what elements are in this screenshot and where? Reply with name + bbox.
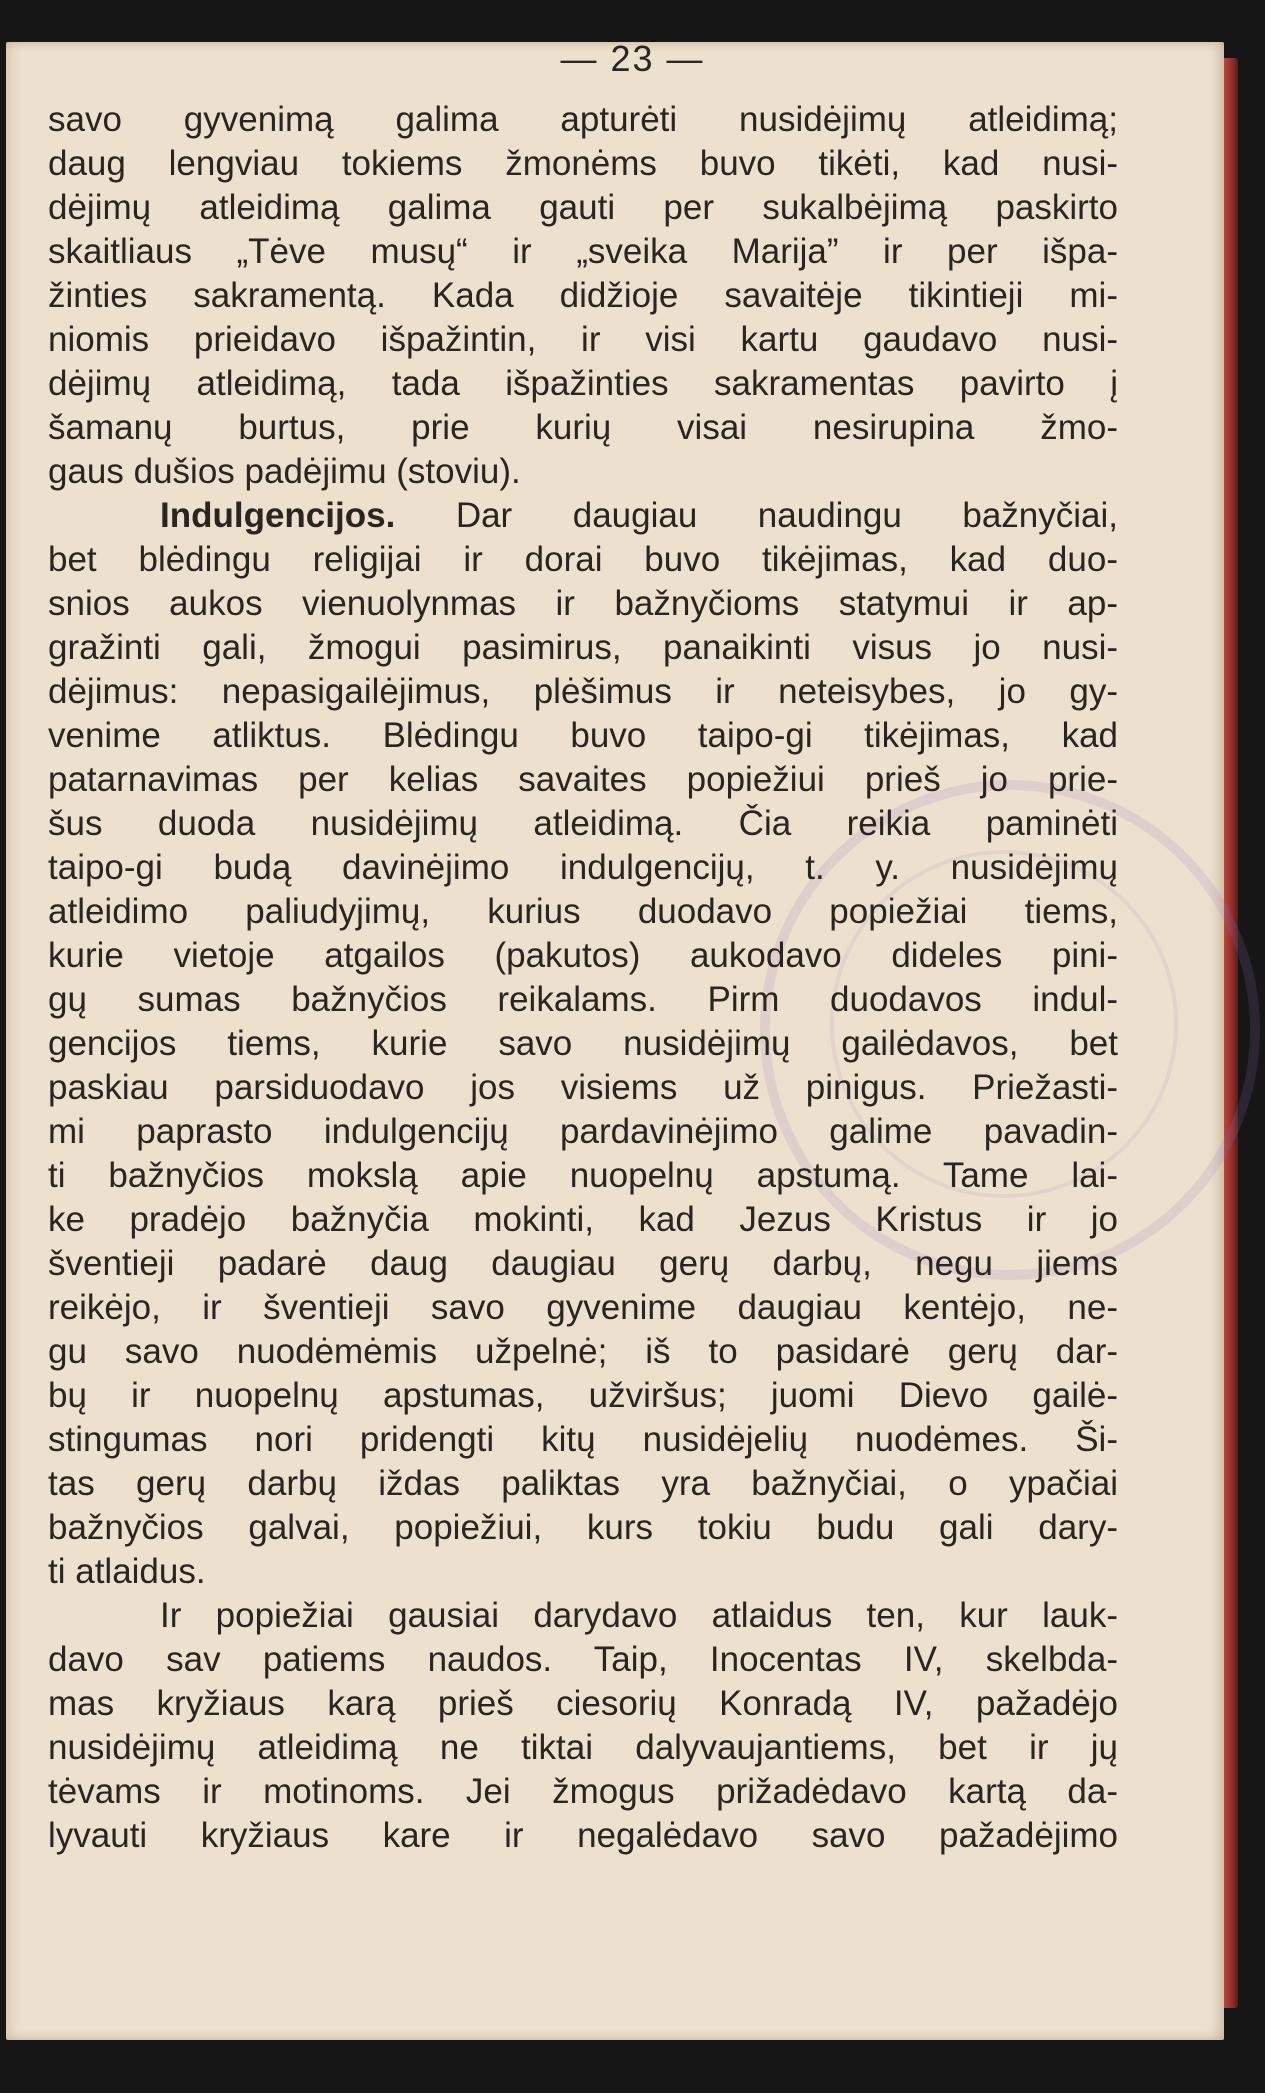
text-line-21: gų sumas bažnyčios reikalams. Pirm duodavos indul- <box>48 980 1118 1019</box>
text-line-40: lyvauti kryžiaus kare ir negalėdavo savo pažadėjimo <box>48 1816 1118 1855</box>
text-line-4: skaitliaus „Tėve musų“ ir „sveika Marija” ir per išpa- <box>48 232 1118 271</box>
section-heading: Indulgencijos. <box>160 496 396 535</box>
text-line-11: bet blėdingu religijai ir dorai buvo tikėjimas, kad duo- <box>48 540 1118 579</box>
text-line-8: šamanų burtus, prie kurių visai nesirupina žmo- <box>48 408 1118 447</box>
text-line-36: davo sav patiems naudos. Taip, Inocentas IV, skelbda- <box>48 1640 1118 1679</box>
text-line-32: tas gerų darbų iždas paliktas yra bažnyčiai, o ypačiai <box>48 1464 1118 1503</box>
page-number: — 23 — <box>560 38 705 72</box>
text-line-7: dėjimų atleidimą, tada išpažinties sakramentas pavirto į <box>48 364 1118 403</box>
text-line-9: gaus dušios padėjimu (stoviu). <box>48 452 521 491</box>
text-line-31: stingumas nori pridengti kitų nusidėjelių nuodėmes. Ši- <box>48 1420 1118 1459</box>
text-line-25: ti bažnyčios mokslą apie nuopelnų apstumą. Tame lai- <box>48 1156 1118 1195</box>
text-line-24: mi paprasto indulgencijų pardavinėjimo galime pavadin- <box>48 1112 1118 1151</box>
text-line-17: šus duoda nusidėjimų atleidimą. Čia reikia paminėti <box>48 804 1118 843</box>
text-line-16: patarnavimas per kelias savaites popiežiui prieš jo prie- <box>48 760 1118 799</box>
text-line-12: snios aukos vienuolynmas ir bažnyčioms statymui ir ap- <box>48 584 1118 623</box>
text-line-33: bažnyčios galvai, popiežiui, kurs tokiu budu gali dary- <box>48 1508 1118 1547</box>
book-edge <box>1224 58 1238 2008</box>
text-line-18: taipo-gi budą davinėjimo indulgencijų, t. y. nusidėjimų <box>48 848 1118 887</box>
text-line-28: reikėjo, ir šventieji savo gyvenime daugiau kentėjo, ne- <box>48 1288 1118 1327</box>
text-line-6: niomis prieidavo išpažintin, ir visi kartu gaudavo nusi- <box>48 320 1118 359</box>
text-line-37: mas kryžiaus karą prieš ciesorių Konradą IV, pažadėjo <box>48 1684 1118 1723</box>
text-line-23: paskiau parsiduodavo jos visiems už pinigus. Priežasti- <box>48 1068 1118 1107</box>
text-line-35: Ir popiežiai gausiai darydavo atlaidus ten, kur lauk- <box>160 1596 1118 1635</box>
text-line-27: šventieji padarė daug daugiau gerų darbų, negu jiems <box>48 1244 1118 1283</box>
text-line-5: žinties sakramentą. Kada didžioje savaitėje tikintieji mi- <box>48 276 1118 315</box>
text-line-39: tėvams ir motinoms. Jei žmogus prižadėdavo kartą da- <box>48 1772 1118 1811</box>
text-line-38: nusidėjimų atleidimą ne tiktai dalyvaujantiems, bet ir jų <box>48 1728 1118 1767</box>
text-line-34: ti atlaidus. <box>48 1552 206 1591</box>
text-line-2: daug lengviau tokiems žmonėms buvo tikėti, kad nusi- <box>48 144 1118 183</box>
text-line-26: ke pradėjo bažnyčia mokinti, kad Jezus Kristus ir jo <box>48 1200 1118 1239</box>
text-line-29: gu savo nuodėmėmis užpelnė; iš to pasidarė gerų dar- <box>48 1332 1118 1371</box>
text-line-30: bų ir nuopelnų apstumas, užviršus; juomi Dievo gailė- <box>48 1376 1118 1415</box>
text-line-10: Dar daugiau naudingu bažnyčiai, <box>455 496 1118 535</box>
text-line-20: kurie vietoje atgailos (pakutos) aukodavo dideles pini- <box>48 936 1118 975</box>
text-line-15: venime atliktus. Blėdingu buvo taipo-gi tikėjimas, kad <box>48 716 1118 755</box>
text-line-14: dėjimus: nepasigailėjimus, plėšimus ir neteisybes, jo gy- <box>48 672 1118 711</box>
text-line-1: savo gyvenimą galima apturėti nusidėjimų atleidimą; <box>48 100 1118 139</box>
text-line-13: gražinti gali, žmogui pasimirus, panaikinti visus jo nusi- <box>48 628 1118 667</box>
paragraph-heading-line <box>160 494 1118 538</box>
text-line-22: gencijos tiems, kurie savo nusidėjimų gailėdavos, bet <box>48 1024 1118 1063</box>
text-line-3: dėjimų atleidimą galima gauti per sukalbėjimą paskirto <box>48 188 1118 227</box>
text-line-19: atleidimo paliudyjimų, kurius duodavo popiežiai tiems, <box>48 892 1118 931</box>
